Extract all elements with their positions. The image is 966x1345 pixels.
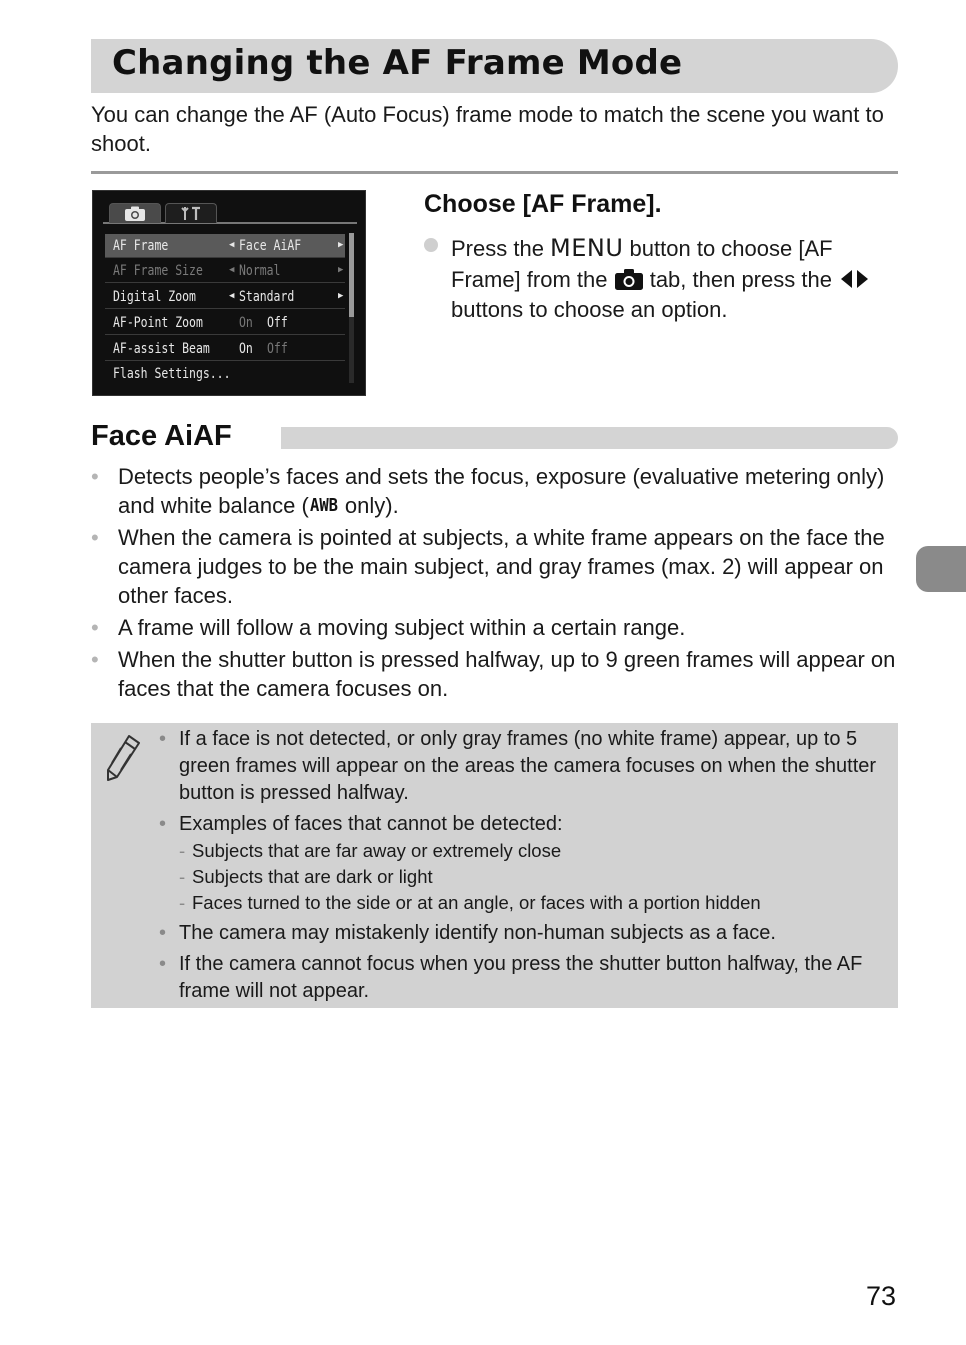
svg-text:AWB: AWB <box>309 495 338 516</box>
divider <box>91 171 898 174</box>
pencil-icon <box>105 733 143 783</box>
menu-row-label: Digital Zoom <box>113 289 196 305</box>
menu-row-value: Normal <box>239 263 281 279</box>
chapter-side-tab <box>916 546 966 592</box>
camera-menu-screenshot <box>92 190 366 396</box>
menu-row-digital-zoom <box>105 285 345 309</box>
camera-icon <box>124 206 146 221</box>
list-item: • When the camera is pointed at subjects, a white frame appears on the face the camera judges to be the main subject, and gray frames (max. 2) will appear on other faces. <box>91 523 901 610</box>
menu-row-value: Standard <box>239 289 295 305</box>
menu-row-value: Face AiAF <box>239 238 302 254</box>
step-bullet-icon <box>424 238 438 252</box>
note-item: • Examples of faces that cannot be detected: - Subjects that are far away or extremely close - Subjects that are dark or light - Faces turned to the side or at an angle, or faces with a portion hidden <box>158 811 891 916</box>
list-item: • A frame will follow a moving subject within a certain range. <box>91 613 901 642</box>
feature-list <box>91 462 901 706</box>
menu-row-option-off: Off <box>267 315 288 331</box>
menu-row-af-point-zoom <box>105 311 345 335</box>
tools-icon <box>180 206 202 221</box>
step-title: Choose [AF Frame]. <box>424 190 662 218</box>
right-arrow-icon: ▶ <box>338 265 344 275</box>
menu-row-label: AF-Point Zoom <box>113 315 203 331</box>
note-sub-item: - Faces turned to the side or at an angle, or faces with a portion hidden <box>179 890 891 916</box>
left-arrow-icon: ◀ <box>229 291 235 301</box>
menu-row-label: Flash Settings... <box>113 366 231 382</box>
note-sub-item: - Subjects that are far away or extremely close <box>179 838 891 864</box>
menu-row-af-assist-beam <box>105 337 345 361</box>
menu-tab-bar <box>103 203 357 224</box>
page-number: 73 <box>866 1281 897 1311</box>
menu-row-label: AF Frame Size <box>113 263 203 279</box>
section-title-bar <box>281 427 898 449</box>
title-bar <box>91 39 898 93</box>
camera-tab <box>109 203 161 223</box>
right-arrow-icon: ▶ <box>338 291 344 301</box>
right-arrow-icon: ▶ <box>338 240 344 250</box>
menu-row-label: AF-assist Beam <box>113 341 210 357</box>
note-box <box>91 723 898 1008</box>
left-right-arrows-icon <box>838 268 872 290</box>
list-item: • When the shutter button is pressed halfway, up to 9 green frames will appear on faces that the camera focuses on. <box>91 645 901 703</box>
page-title: Changing the AF Frame Mode <box>112 43 683 83</box>
menu-row-flash-settings <box>105 362 345 386</box>
tools-tab <box>165 203 217 223</box>
section-title: Face AiAF <box>91 420 232 452</box>
camera-icon <box>614 268 644 290</box>
menu-row-option-on: On <box>239 341 253 357</box>
menu-button-label: MENU <box>550 234 624 262</box>
note-list <box>158 726 891 1009</box>
list-item: • Detects people’s faces and sets the focus, exposure (evaluative metering only) and white balance ( AWB only). <box>91 462 901 520</box>
menu-row-af-frame <box>105 234 345 258</box>
note-item: • If a face is not detected, or only gray frames (no white frame) appear, up to 5 green frames will appear on the areas the camera focuses on when the shutter button is pressed halfway. <box>158 726 891 807</box>
menu-row-option-on: On <box>239 315 253 331</box>
menu-row-af-frame-size <box>105 259 345 283</box>
menu-scrollbar <box>349 233 354 383</box>
note-item: • If the camera cannot focus when you press the shutter button halfway, the AF frame will not appear. <box>158 951 891 1005</box>
note-item: • The camera may mistakenly identify non-human subjects as a face. <box>158 920 891 947</box>
note-sub-item: - Subjects that are dark or light <box>179 864 891 890</box>
intro-text: You can change the AF (Auto Focus) frame mode to match the scene you want to shoot. <box>91 102 884 156</box>
left-arrow-icon: ◀ <box>229 240 235 250</box>
menu-row-option-off: Off <box>267 341 288 357</box>
menu-row-label: AF Frame <box>113 238 169 254</box>
left-arrow-icon: ◀ <box>229 265 235 275</box>
step-instruction: Press the MENU button to choose [AF Frame] from the tab, then press the buttons to choose an option. <box>424 233 894 326</box>
awb-icon <box>309 492 339 516</box>
note-sub-list <box>179 838 891 916</box>
